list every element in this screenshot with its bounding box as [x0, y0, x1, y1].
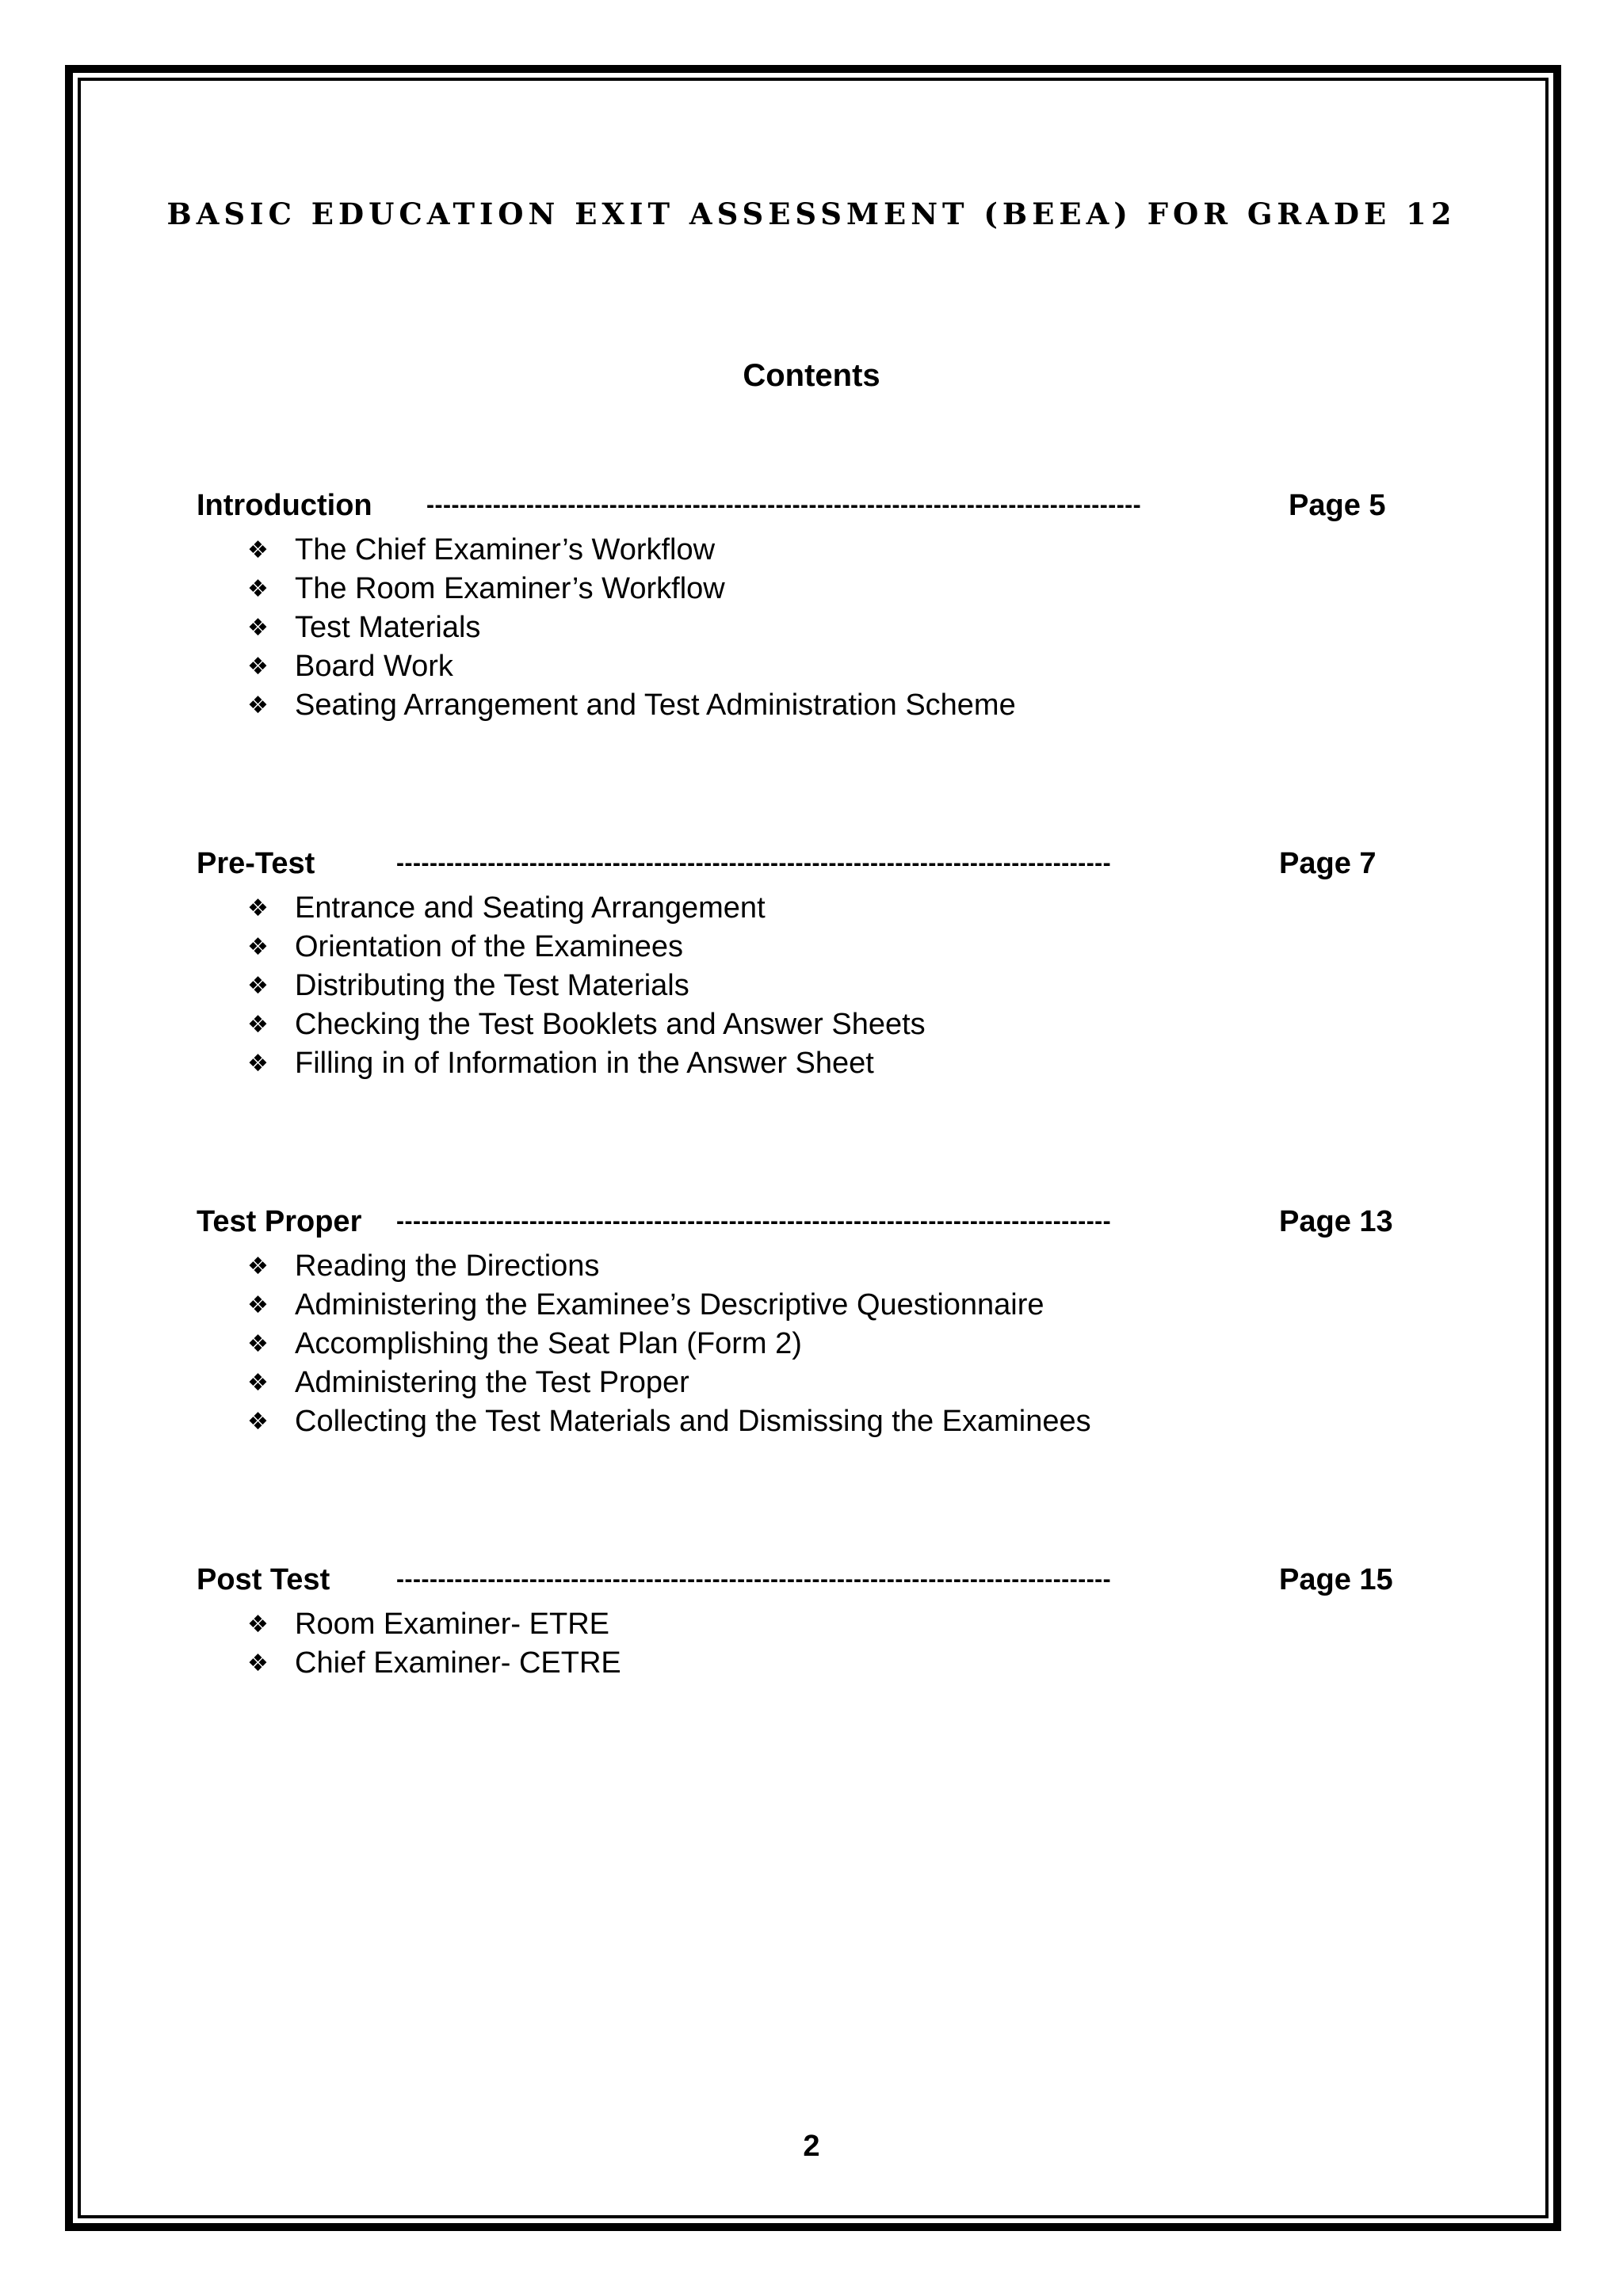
toc-item-label: Test Materials: [295, 611, 481, 644]
four-diamond-bullet-icon: ❖: [247, 1611, 269, 1638]
toc-item-label: Room Examiner- ETRE: [295, 1608, 609, 1641]
four-diamond-bullet-icon: ❖: [247, 933, 269, 961]
toc-item-label: Seating Arrangement and Test Administration Scheme: [295, 688, 1016, 722]
toc-item: [247, 967, 926, 1005]
toc-section-title: Test Proper: [197, 1205, 362, 1238]
toc-page-reference: Page 5: [1289, 489, 1386, 522]
toc-item: [247, 686, 1016, 725]
toc-page-reference: Page 15: [1279, 1563, 1393, 1596]
toc-item: [247, 1247, 1091, 1286]
four-diamond-bullet-icon: ❖: [247, 614, 269, 642]
four-diamond-bullet-icon: ❖: [247, 1050, 269, 1077]
toc-item: [247, 1605, 621, 1644]
four-diamond-bullet-icon: ❖: [247, 653, 269, 681]
page-border-inner: [78, 78, 1549, 2218]
toc-page-reference: Page 13: [1279, 1205, 1393, 1238]
dot-leader: --------------------------------------------------------------------------------------: [426, 492, 1142, 518]
toc-item-label: Administering the Examinee’s Descriptive Questionnaire: [295, 1288, 1044, 1322]
toc-item: [247, 1402, 1091, 1441]
toc-item-label: Accomplishing the Seat Plan (Form 2): [295, 1327, 802, 1360]
four-diamond-bullet-icon: ❖: [247, 536, 269, 564]
toc-item: [247, 531, 1016, 570]
four-diamond-bullet-icon: ❖: [247, 894, 269, 922]
dot-leader: --------------------------------------------------------------------------------------: [396, 1208, 1112, 1234]
dot-leader: --------------------------------------------------------------------------------------: [396, 1566, 1112, 1592]
four-diamond-bullet-icon: ❖: [247, 1291, 269, 1319]
toc-item-label: Distributing the Test Materials: [295, 969, 689, 1002]
toc-item: [247, 1325, 1091, 1363]
toc-item-list: [247, 889, 926, 1083]
four-diamond-bullet-icon: ❖: [247, 575, 269, 603]
toc-item: [247, 608, 1016, 647]
four-diamond-bullet-icon: ❖: [247, 1650, 269, 1677]
toc-item-label: Filling in of Information in the Answer Sheet: [295, 1047, 874, 1080]
toc-item-label: The Room Examiner’s Workflow: [295, 572, 725, 605]
document-title: BASIC EDUCATION EXIT ASSESSMENT (BEEA) FOR GRADE 12: [166, 196, 1457, 231]
four-diamond-bullet-icon: ❖: [247, 1330, 269, 1358]
four-diamond-bullet-icon: ❖: [247, 1408, 269, 1436]
toc-item: [247, 1363, 1091, 1402]
four-diamond-bullet-icon: ❖: [247, 1011, 269, 1039]
page-number: 2: [803, 2130, 820, 2163]
contents-heading: Contents: [743, 358, 880, 393]
four-diamond-bullet-icon: ❖: [247, 1253, 269, 1280]
toc-item-label: Reading the Directions: [295, 1249, 600, 1283]
four-diamond-bullet-icon: ❖: [247, 972, 269, 1000]
four-diamond-bullet-icon: ❖: [247, 692, 269, 719]
toc-item-label: Entrance and Seating Arrangement: [295, 891, 766, 925]
toc-item-label: Collecting the Test Materials and Dismissing the Examinees: [295, 1405, 1091, 1438]
toc-section-title: Pre-Test: [197, 847, 315, 880]
toc-item-label: Orientation of the Examinees: [295, 930, 684, 963]
toc-item-list: [247, 1605, 621, 1683]
toc-item-label: Administering the Test Proper: [295, 1366, 689, 1399]
toc-item-list: [247, 531, 1016, 725]
four-diamond-bullet-icon: ❖: [247, 1369, 269, 1397]
toc-section-title: Post Test: [197, 1563, 330, 1596]
toc-item: [247, 1286, 1091, 1325]
toc-item: [247, 570, 1016, 608]
toc-item: [247, 1005, 926, 1044]
toc-item: [247, 1044, 926, 1083]
toc-page-reference: Page 7: [1279, 847, 1377, 880]
toc-item-label: Board Work: [295, 650, 453, 683]
toc-section-title: Introduction: [197, 489, 372, 522]
toc-item: [247, 647, 1016, 686]
toc-item-label: The Chief Examiner’s Workflow: [295, 533, 716, 566]
toc-item: [247, 928, 926, 967]
toc-item: [247, 1644, 621, 1683]
toc-item-label: Checking the Test Booklets and Answer Sheets: [295, 1008, 926, 1041]
toc-item: [247, 889, 926, 928]
toc-item-label: Chief Examiner- CETRE: [295, 1646, 621, 1680]
toc-item-list: [247, 1247, 1091, 1441]
dot-leader: --------------------------------------------------------------------------------------: [396, 850, 1112, 876]
